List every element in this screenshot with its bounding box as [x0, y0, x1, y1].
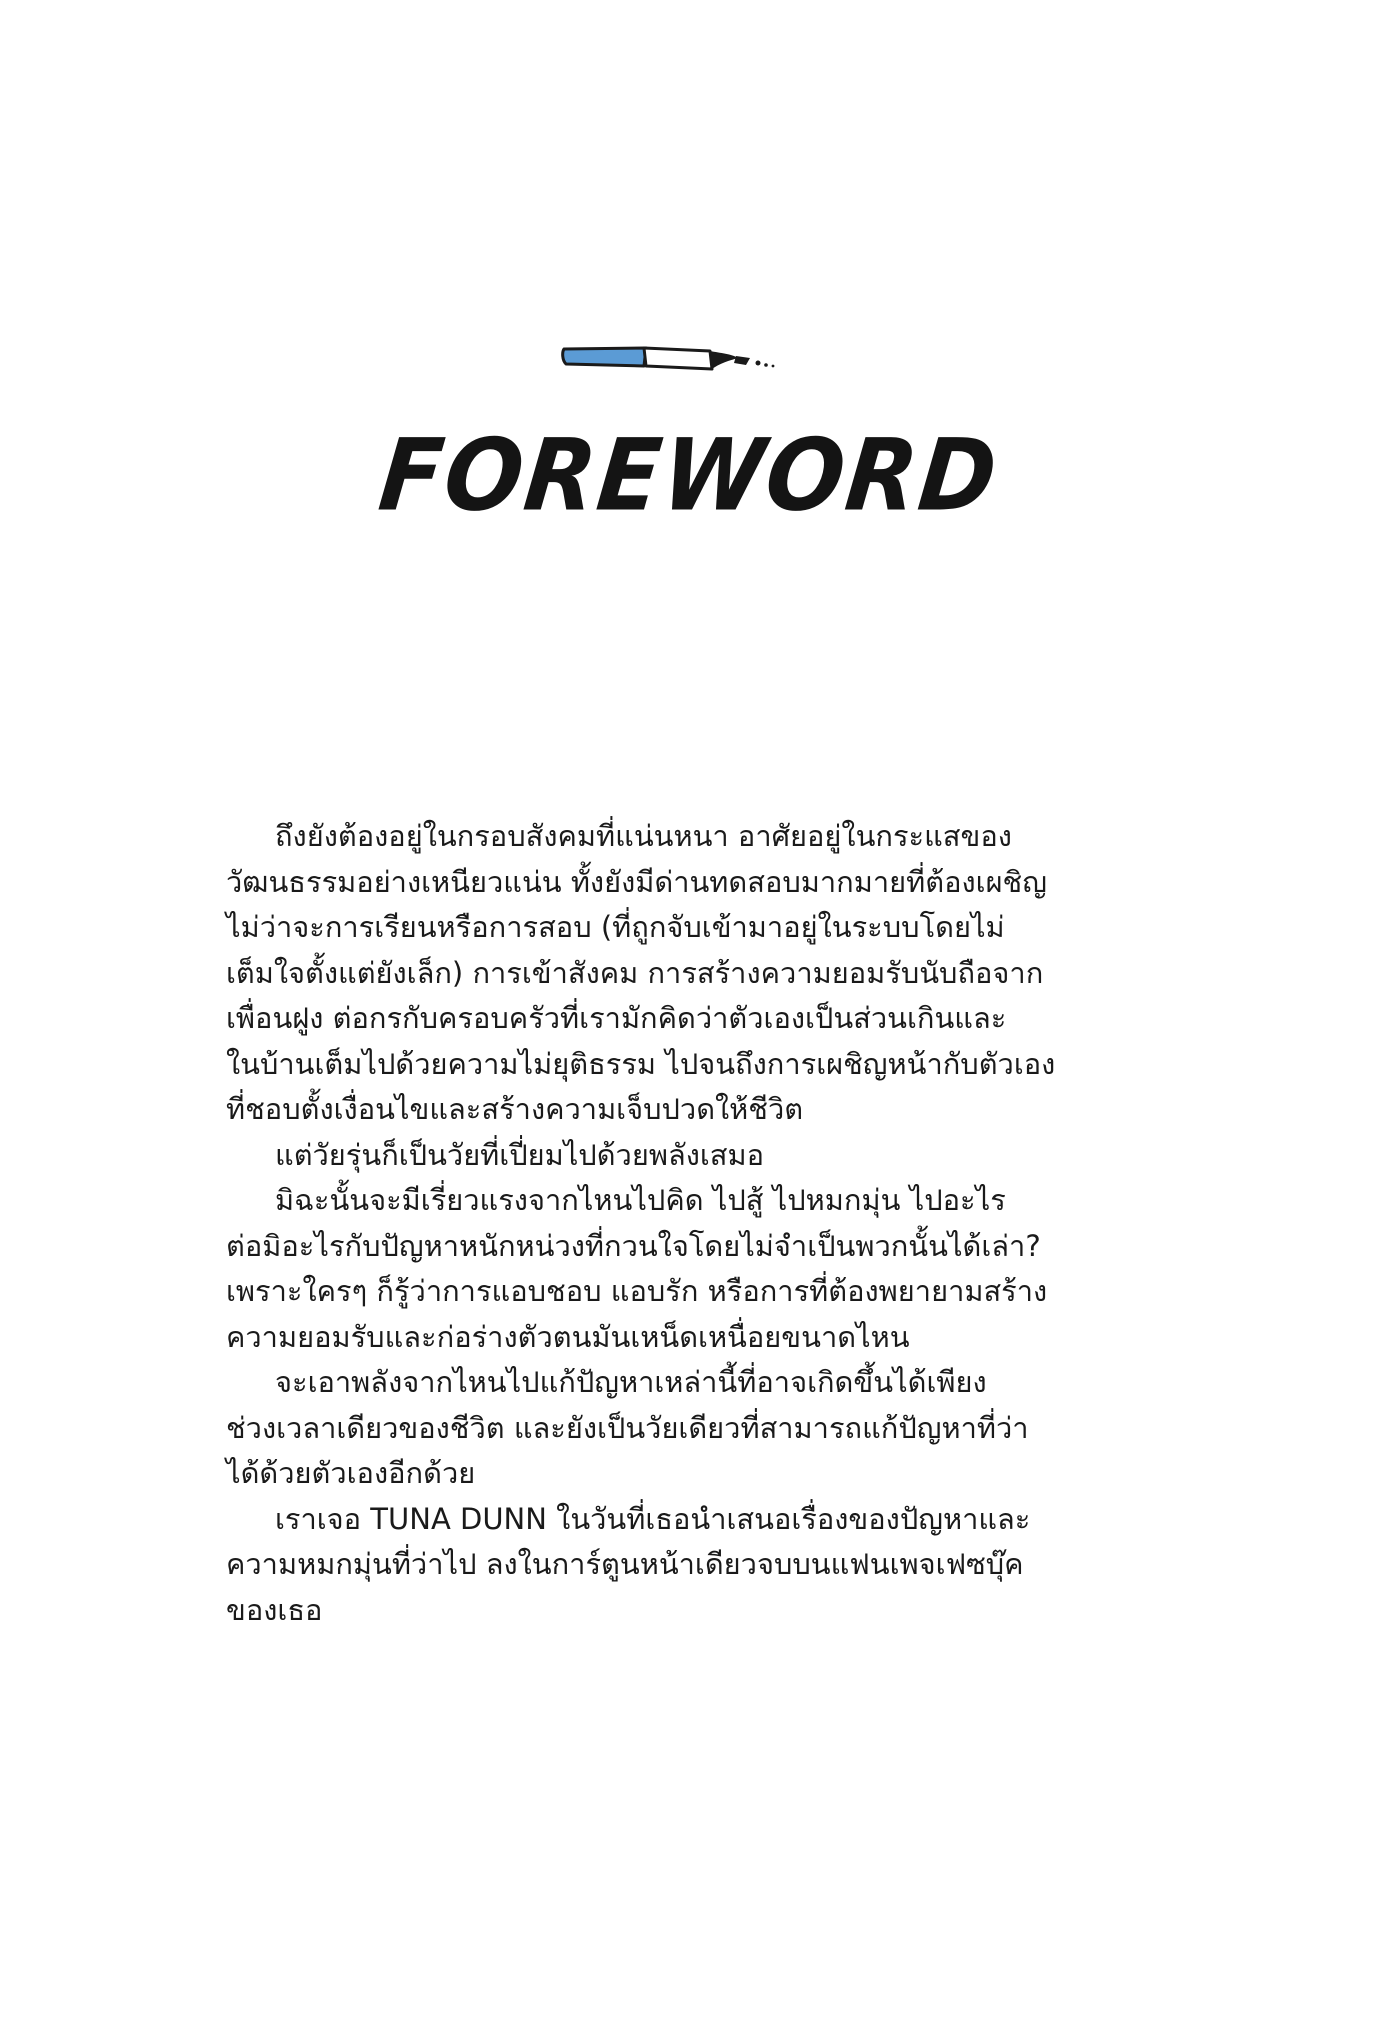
text-line: เต็มใจตั้งแต่ยังเล็ก) การเข้าสังคม การสร้างความยอมรับนับถือจาก: [226, 955, 1044, 990]
text-line: เราเจอ TUNA DUNN ในวันที่เธอนำเสนอเรื่องของปัญหาและ: [275, 1501, 1031, 1536]
text-line: เพราะใครๆ ก็รู้ว่าการแอบชอบ แอบรัก หรือการที่ต้องพยายามสร้าง: [226, 1274, 1048, 1308]
foreword-text: [226, 814, 1106, 1633]
text-line: ถึงยังต้องอยู่ในกรอบสังคมที่แน่นหนา อาศัยอยู่ในกระแสของ: [275, 819, 1012, 853]
text-line: แต่วัยรุ่นก็เป็นวัยที่เปี่ยมไปด้วยพลังเสมอ: [275, 1137, 765, 1172]
text-line: มิฉะนั้นจะมีเรี่ยวแรงจากไหนไปคิด ไปสู้ ไปหมกมุ่น ไปอะไร: [275, 1183, 1006, 1217]
text-line: ต่อมิอะไรกับปัญหาหนักหน่วงที่กวนใจโดยไม่จำเป็นพวกนั้นได้เล่า?: [226, 1228, 1041, 1263]
text-line: ของเธอ: [226, 1592, 323, 1627]
text-line: วัฒนธรรมอย่างเหนียวแน่น ทั้งยังมีด่านทดสอบมากมายที่ต้องเผชิญ: [226, 864, 1047, 899]
text-line: ในบ้านเต็มไปด้วยความไม่ยุติธรรม ไปจนถึงการเผชิญหน้ากับตัวเอง: [226, 1046, 1056, 1081]
text-line: เพื่อนฝูง ต่อกรกับครอบครัวที่เรามักคิดว่าตัวเองเป็นส่วนเกินและ: [226, 1001, 1007, 1035]
text-line: ได้ด้วยตัวเองอีกด้วย: [226, 1456, 476, 1490]
page-title: FOREWORD: [373, 417, 1004, 534]
text-line: จะเอาพลังจากไหนไปแก้ปัญหาเหล่านี้ที่อาจเกิดขึ้นได้เพียง: [275, 1365, 987, 1399]
text-line: ความหมกมุ่นที่ว่าไป ลงในการ์ตูนหน้าเดียวจบบนแฟนเพจเฟซบุ๊ค: [226, 1547, 1024, 1581]
text-line: ที่ชอบตั้งเงื่อนไขและสร้างความเจ็บปวดให้ชีวิต: [226, 1092, 804, 1126]
text-line: ความยอมรับและก่อร่างตัวตนมันเหน็ดเหนื่อยขนาดไหน: [226, 1319, 910, 1354]
text-line: ไม่ว่าจะการเรียนหรือการสอบ (ที่ถูกจับเข้ามาอยู่ในระบบโดยไม่: [226, 910, 1005, 944]
text-line: ช่วงเวลาเดียวของชีวิต และยังเป็นวัยเดียวที่สามารถแก้ปัญหาที่ว่า: [226, 1410, 1029, 1445]
cigarette-icon: [560, 338, 810, 388]
